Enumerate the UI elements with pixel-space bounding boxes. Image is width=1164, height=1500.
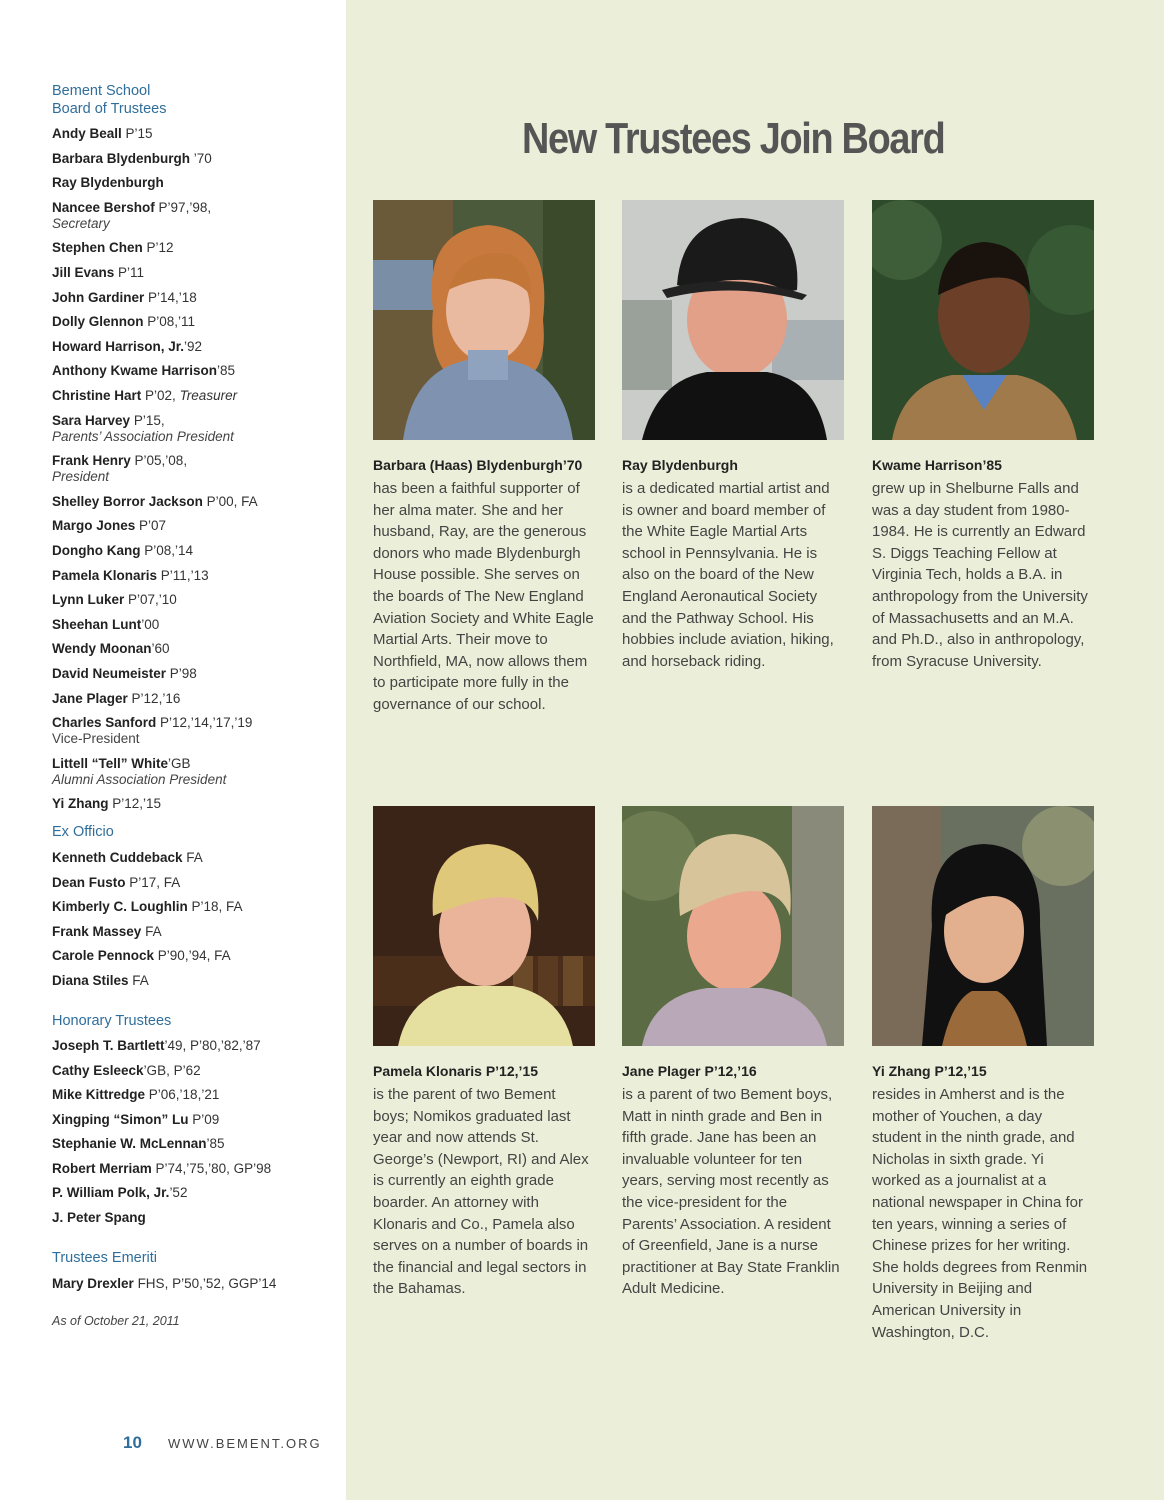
trustee-entry-affiliation: P’06,’18,’21	[145, 1087, 220, 1102]
trustee-name: Ray Blydenburgh	[622, 457, 738, 473]
trustee-entry-affiliation: FA	[182, 850, 203, 865]
trustee-entry	[52, 850, 203, 866]
trustee-entry-affiliation: ’85	[217, 363, 236, 379]
trustee-entry-affiliation: P’17, FA	[125, 874, 181, 890]
trustee-entry-name: Sara Harvey	[52, 412, 131, 428]
board-heading-line-2: Board of Trustees	[52, 101, 167, 117]
trustee-entry-name: Carole Pennock	[52, 948, 155, 963]
trustee-card	[373, 200, 595, 716]
page-title: New Trustees Join Board	[522, 114, 945, 163]
trustee-entry	[52, 1185, 187, 1201]
trustee-entry-name: Christine Hart	[52, 388, 142, 403]
trustee-bio: grew up in Shelburne Falls and was a day student from 1980-1984. He is currently an Edward S. Diggs Teaching Fellow at Virginia Tech, holds a B.A. in anthropology from the University of Massachusetts and an M.A. and Ph.D., also in anthropology, from Syracuse University.	[872, 480, 1088, 670]
trustee-entry-affiliation: P’74,’75,’80, GP’98	[151, 1160, 272, 1176]
trustee-entry	[52, 1063, 201, 1079]
trustee-entry-affiliation: ’85	[206, 1136, 225, 1151]
trustee-entry	[52, 592, 177, 608]
trustee-entry	[52, 151, 212, 167]
main-content	[346, 0, 1164, 1500]
trustee-photo	[872, 806, 1094, 1046]
trustee-bio: is a dedicated martial artist and is owner and board member of the White Eagle Martial Arts school in Pennsylvania. He is also on the board of the New England Aeronautical Society and the Pathway School. His hobbies include aviation, hiking, and horseback riding.	[622, 480, 834, 670]
trustee-entry-name: Shelley Borror Jackson	[52, 493, 203, 509]
trustee-entry	[52, 899, 243, 915]
honorary-heading: Honorary Trustees	[52, 1013, 172, 1029]
trustee-entry-name: Wendy Moonan	[52, 641, 152, 657]
trustee-bio: is a parent of two Bement boys, Matt in ninth grade and Ben in fifth grade. Jane has been an invaluable volunteer for ten years, serving most recently as the vice-president for the Parents’ Association. A resident of Greenfield, Jane is a nurse practitioner at Bay State Franklin Adult Medicine.	[622, 1086, 840, 1298]
trustee-entry-name: Jill Evans	[52, 265, 115, 280]
trustee-photo	[622, 200, 844, 440]
trustee-bio: has been a faithful supporter of her alma mater. She and her husband, Ray, are the generous donors who made Blydenburgh House possible. She serves on the boards of The New England Aviation Society and White Eagle Martial Arts. Their move to Northfield, MA, now allows them to participate more fully in the governance of our school.	[373, 480, 594, 713]
trustee-entry-name: Jane Plager	[52, 690, 128, 706]
trustee-entry-affiliation: P’98	[166, 666, 197, 681]
trustee-entry	[52, 175, 164, 191]
trustee-entry-name: Margo Jones	[52, 518, 136, 534]
trustee-entry-name: Xingping “Simon” Lu	[52, 1111, 189, 1127]
trustee-entry-affiliation: ’GB	[168, 755, 191, 771]
trustee-entry	[52, 796, 161, 812]
trustee-entry	[52, 363, 235, 379]
trustee-entry	[52, 875, 180, 891]
trustee-entry	[52, 453, 187, 485]
page-number: 10	[123, 1433, 142, 1452]
trustee-entry-name: Dongho Kang	[52, 543, 141, 558]
trustee-entry	[52, 924, 162, 940]
trustee-entry-affiliation: P’07	[135, 518, 167, 534]
trustee-entry-affiliation: P’12,’14,’17,’19	[156, 715, 253, 731]
trustee-entry-name: Anthony Kwame Harrison	[52, 363, 218, 379]
trustee-entry	[52, 756, 226, 788]
ex-officio-heading: Ex Officio	[52, 824, 114, 840]
trustee-entry-affiliation: FA	[128, 972, 149, 988]
trustee-entry	[52, 1210, 146, 1226]
emeriti-heading: Trustees Emeriti	[52, 1250, 158, 1266]
trustee-entry-name: Stephanie W. McLennan	[52, 1136, 207, 1151]
trustee-entry-name: Yi Zhang	[52, 796, 109, 812]
trustee-entry-name: Littell “Tell” White	[52, 755, 168, 771]
trustee-card	[872, 200, 1094, 672]
trustee-entry	[52, 290, 197, 306]
board-heading-line-1: Bement School	[52, 83, 151, 99]
trustee-entry	[52, 641, 170, 657]
trustee-entry	[52, 1087, 219, 1103]
trustee-entry-role: Alumni Association President	[52, 771, 227, 787]
trustee-entry-affiliation: P’90,’94, FA	[154, 948, 231, 963]
trustee-entry-affiliation: ’60	[151, 641, 170, 657]
trustee-entry-affiliation: P’15,	[130, 412, 165, 428]
trustee-entry-name: Charles Sanford	[52, 715, 157, 731]
trustee-entry-affiliation: P’18, FA	[187, 899, 243, 914]
trustee-entry-affiliation: ’GB, P’62	[143, 1062, 201, 1078]
trustee-entry-name: Mike Kittredge	[52, 1087, 146, 1102]
trustee-entry-name: Barbara Blydenburgh	[52, 150, 191, 166]
trustee-entry	[52, 494, 258, 510]
trustee-entry-name: Andy Beall	[52, 126, 122, 141]
trustee-card	[373, 806, 595, 1300]
trustee-entry	[52, 1161, 271, 1177]
trustee-entry-affiliation: P’97,’98,	[154, 199, 212, 215]
trustee-entry-role: Secretary	[52, 215, 110, 231]
trustee-entry-name: P. William Polk, Jr.	[52, 1185, 170, 1200]
trustee-entry-affiliation: ’49, P’80,’82,’87	[164, 1038, 261, 1053]
trustee-entry	[52, 126, 153, 142]
trustee-entry	[52, 715, 252, 747]
trustee-entry-role: Treasurer	[179, 388, 238, 403]
trustee-photo	[373, 806, 595, 1046]
trustee-entry	[52, 265, 144, 281]
trustee-entry-affiliation: P’09	[188, 1111, 220, 1127]
trustee-entry-affiliation: FHS, P’50,’52, GGP’14	[133, 1276, 277, 1291]
trustee-entry	[52, 314, 195, 330]
trustee-entry	[52, 388, 237, 404]
trustee-entry-affiliation: ’70	[190, 150, 212, 166]
trustee-entry-name: Kenneth Cuddeback	[52, 850, 183, 865]
trustee-photo	[872, 200, 1094, 440]
trustee-entry-affiliation: P’07,’10	[124, 592, 177, 608]
trustee-entry-name: Cathy Esleeck	[52, 1062, 144, 1078]
trustee-entry	[52, 973, 149, 989]
trustee-card	[622, 200, 844, 672]
trustee-name: Kwame Harrison’85	[872, 457, 1002, 473]
trustee-entry	[52, 666, 197, 682]
board-heading	[52, 82, 166, 118]
trustee-entry-affiliation: P’15	[121, 126, 153, 141]
trustee-entry-name: Kimberly C. Loughlin	[52, 899, 188, 914]
trustee-entry-name: Diana Stiles	[52, 972, 129, 988]
trustee-entry-affiliation: P’14,’18	[144, 289, 197, 305]
trustee-entry-name: Dean Fusto	[52, 874, 126, 890]
trustee-photo	[622, 806, 844, 1046]
trustee-entry-name: Sheehan Lunt	[52, 616, 142, 632]
trustee-name: Barbara (Haas) Blydenburgh’70	[373, 457, 583, 473]
website-url: WWW.BEMENT.ORG	[168, 1436, 322, 1451]
trustee-entry	[52, 543, 193, 559]
trustee-entry-name: Joseph T. Bartlett	[52, 1038, 165, 1053]
trustee-entry-name: Mary Drexler	[52, 1276, 134, 1291]
trustee-entry	[52, 617, 159, 633]
trustee-entry-name: Dolly Glennon	[52, 314, 144, 330]
trustee-entry-name: Howard Harrison, Jr.	[52, 338, 185, 354]
trustee-entry	[52, 1112, 219, 1128]
trustee-entry-affiliation: P’11	[114, 265, 145, 280]
trustee-entry-name: Lynn Luker	[52, 592, 125, 608]
trustee-name: Pamela Klonaris P’12,’15	[373, 1063, 538, 1079]
trustee-entry	[52, 1038, 261, 1054]
trustee-entry-name: Frank Henry	[52, 453, 131, 469]
trustee-entry-affiliation: P’11,’13	[157, 567, 209, 583]
trustee-bio: is the parent of two Bement boys; Nomikos graduated last year and now attends St. George’s (Newport, RI) and Alex is currently an eighth grade boarder. An attorney with Klonaris and Co., Pamela also serves on a number of boards in the financial and legal sectors in the Bahamas.	[373, 1086, 589, 1298]
trustee-entry-role: Vice-President	[52, 731, 140, 747]
trustee-name: Jane Plager P’12,’16	[622, 1063, 757, 1079]
trustee-entry	[52, 518, 166, 534]
trustee-entry	[52, 568, 209, 584]
trustee-entry-name: Pamela Klonaris	[52, 567, 158, 583]
trustee-entry-name: David Neumeister	[52, 666, 167, 681]
trustee-entry-affiliation: P’00, FA	[202, 493, 258, 509]
trustee-sidebar	[0, 0, 346, 1500]
trustee-entry-affiliation: P’08,’14	[140, 543, 194, 558]
trustee-entry-affiliation: ’00	[141, 616, 160, 632]
trustee-entry-affiliation: P’12	[142, 240, 174, 256]
trustee-entry-name: Robert Merriam	[52, 1160, 152, 1176]
trustee-bio: resides in Amherst and is the mother of Youchen, a day student in the ninth grade, and Nicholas in sixth grade. Yi worked as a journalist at a national newspaper in China for ten years, winning a series of Chinese prizes for her writing. She holds degrees from Renmin University in Beijing and American University in Washington, D.C.	[872, 1086, 1088, 1341]
trustee-entry-affiliation: P’08,’11	[143, 314, 196, 330]
trustee-entry-affiliation: ’52	[169, 1185, 188, 1200]
trustee-entry	[52, 339, 202, 355]
trustee-entry	[52, 1136, 225, 1152]
trustee-entry-name: Nancee Bershof	[52, 199, 155, 215]
trustee-entry	[52, 691, 180, 707]
trustee-card	[872, 806, 1094, 1343]
trustee-entry	[52, 240, 174, 256]
trustee-entry-affiliation: P’05,’08,	[130, 453, 188, 469]
trustee-entry-affiliation: ’92	[184, 338, 203, 354]
trustee-entry-affiliation: P’02,	[141, 388, 180, 403]
trustee-entry	[52, 948, 231, 964]
trustee-entry-name: Ray Blydenburgh	[52, 175, 164, 191]
trustee-photo	[373, 200, 595, 440]
trustee-entry-affiliation: FA	[141, 923, 162, 939]
trustee-card	[622, 806, 844, 1300]
trustee-entry-name: John Gardiner	[52, 289, 145, 305]
trustee-entry-affiliation: P’12,’15	[108, 796, 162, 812]
trustee-entry-role: President	[52, 469, 110, 485]
trustee-entry-affiliation: P’12,’16	[127, 690, 181, 706]
trustee-entry-role: Parents’ Association President	[52, 428, 234, 444]
trustee-entry	[52, 200, 211, 232]
trustee-entry	[52, 1276, 276, 1292]
trustee-entry-name: Stephen Chen	[52, 240, 143, 256]
trustee-entry-name: J. Peter Spang	[52, 1209, 146, 1225]
trustee-entry-name: Frank Massey	[52, 923, 142, 939]
trustee-entry	[52, 413, 234, 445]
trustee-name: Yi Zhang P’12,’15	[872, 1063, 987, 1079]
as-of-date: As of October 21, 2011	[52, 1314, 180, 1328]
